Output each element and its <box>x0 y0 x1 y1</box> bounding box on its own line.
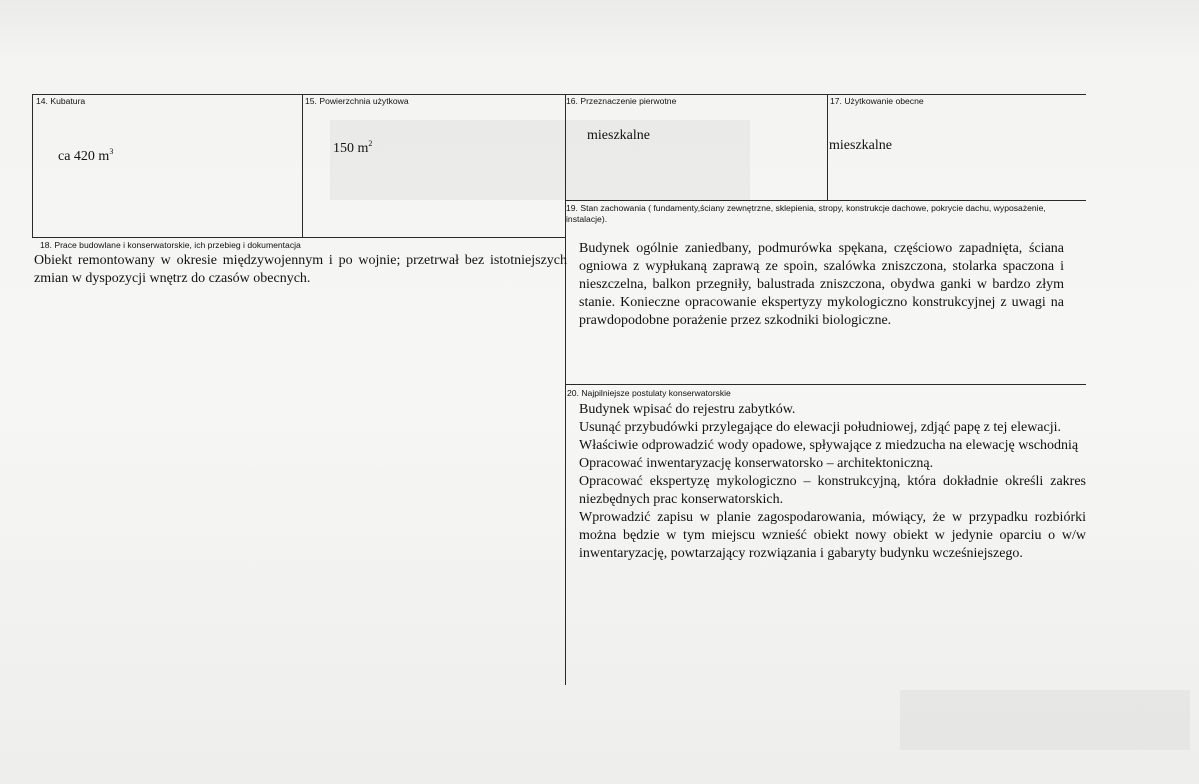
rule-above-18 <box>32 237 565 238</box>
field-20-label: 20. Najpilniejsze postulaty konserwatorskie <box>567 388 731 398</box>
works-description: Obiekt remontowany w okresie międzywojennym i po wojnie; przetrwał bez istotniejszych zmian w dyspozycji wnętrz do czasów obecnych. <box>34 253 567 286</box>
field-14-label: 14. Kubatura <box>36 96 86 106</box>
show-through-smudge <box>900 690 1190 750</box>
divider-14-15 <box>302 94 303 237</box>
field-14-value <box>58 148 113 166</box>
field-17-label: 17. Użytkowanie obecne <box>830 96 924 106</box>
field-20-list <box>579 401 1086 563</box>
field-15-value <box>333 140 372 158</box>
field-17-value: mieszkalne <box>829 138 892 153</box>
field-18-label: 18. Prace budowlane i konserwatorskie, ich przebieg i dokumentacja <box>40 240 301 250</box>
table-left-border <box>32 94 33 237</box>
field-15-label: 15. Powierzchnia użytkowa <box>305 96 409 106</box>
rule-above-20 <box>565 384 1086 385</box>
postulate-item: Wprowadzić zapisu w planie zagospodarowania, mówiący, że w przypadku rozbiórki można będzie w tym miejscu wznieść obiekt nowy obiekt w jedynie oparciu o w/w inwentaryzację, powtarzający rozwiązania i gabaryty budynku wcześniejszego. <box>579 510 1086 561</box>
rule-above-19 <box>565 200 1086 201</box>
postulate-item: Budynek wpisać do rejestru zabytków. <box>579 402 796 417</box>
cubature-value: ca 420 m <box>58 149 110 164</box>
field-19-text <box>579 240 1064 330</box>
postulate-item: Usunąć przybudówki przylegające do elewacji południowej, zdjąć papę z tej elewacji. <box>579 420 1062 435</box>
cubature-unit-exponent: 3 <box>109 147 114 156</box>
usable-area-value: 150 m <box>333 141 369 156</box>
postulate-item: Właściwie odprowadzić wody opadowe, spływające z miedzucha na elewację wschodnią <box>579 438 1079 453</box>
field-18-text <box>34 252 567 288</box>
condition-description: Budynek ogólnie zaniedbany, podmurówka spękana, częściowo zapadnięta, ściana ogniowa z wypłukaną zaprawą ze spoin, szalówka zniszczona, stolarka spaczona i nieszczelna, balkon przegniły, balustrada zniszczona, obydwa ganki w bardzo złym stanie. Konieczne opracowanie ekspertyzy mykologiczno konstrukcyjnej z uwagi na prawdopodobne porażenie przez szkodniki biologiczne. <box>579 241 1064 328</box>
divider-15-16 <box>565 94 566 685</box>
field-16-label: 16. Przeznaczenie pierwotne <box>566 96 677 106</box>
postulate-item: Opracować inwentaryzację konserwatorsko – architektoniczną. <box>579 456 934 471</box>
postulate-item: Opracować ekspertyzę mykologiczno – konstrukcyjną, która dokładnie określi zakres niezbędnych prac konserwatorskich. <box>579 474 1086 507</box>
field-16-value: mieszkalne <box>587 128 650 143</box>
field-19-label: 19. Stan zachowania ( fundamenty,ściany zewnętrzne, sklepienia, stropy, konstrukcje dachowe, pokrycie dachu, wyposażenie, instalacje). <box>566 203 1046 224</box>
table-top-border <box>32 94 1086 95</box>
divider-16-17 <box>827 94 828 200</box>
show-through-smudge <box>330 120 750 200</box>
area-unit-exponent: 2 <box>368 139 373 148</box>
